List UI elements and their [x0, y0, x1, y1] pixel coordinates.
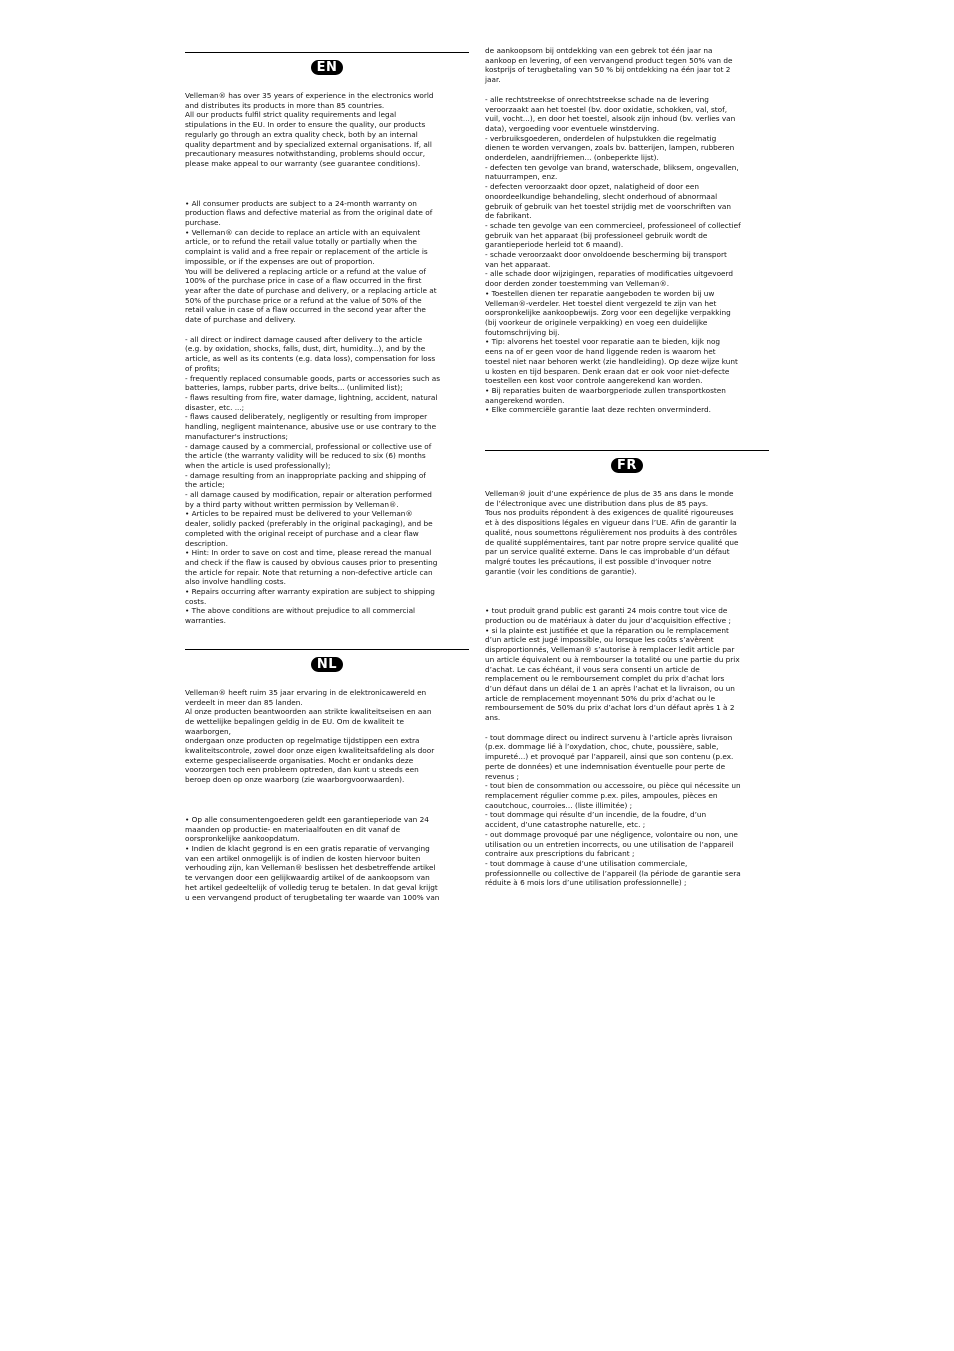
fr-warranty-terms: • tout produit grand public est garanti 24 mois contre tout vice de production ou de matériaux à dater du jour d’acquisition effective ; • si la plainte est justifiée et que la réparation ou le remplacement d’un article est jugé impossible, ou lorsque les coûts s’avèrent disproportionnés, Velleman® s’autorise à remplacer ledit article par un article équivalent ou à rembourser la totalité ou une partie du prix d’achat. Le cas échéant, il vous sera consenti un article de remplacement ou le remboursement complet du prix d’achat lors d’un défaut dans un délai de 1 an après l’achat et la livraison, ou un article de remplacement moyennant 50% du prix d’achat ou le remboursement de 50% du prix d’achat lors d’un défaut après 1 à 2 ans. — [485, 606, 740, 723]
language-badge-fr: FR — [611, 458, 643, 473]
language-badge-en: EN — [311, 60, 344, 75]
fr-warranty-exclusions: - tout dommage direct ou indirect survenu à l’article après livraison (p.ex. dommage lié à l’oxydation, choc, chute, poussière, sable, impureté…) et provoqué par l’appareil, ainsi que son contenu (p.ex. perte de données) et une indemnisation éventuelle pour perte de revenus ; - tout bien de consommation ou accessoire, ou pièce qui nécessite un remplacement régulier comme p.ex. piles, ampoules, pièces en caoutchouc, courroies… (liste illimitée) ; - tout dommage qui résulte d’un incendie, de la foudre, d’un accident, d’une catastrophe naturelle, etc. ; - out dommage provoqué par une négligence, volontaire ou non, une utilisation ou un entretien incorrects, ou une utilisation de l’appareil contraire aux prescriptions du fabricant ; - tout dommage à cause d’une utilisation commerciale, professionnelle ou collective de l’appareil (la période de garantie sera réduite à 6 mois lors d’une utilisation professionnelle) ; — [485, 732, 741, 888]
section-divider — [185, 52, 469, 53]
nl-warranty-terms-continued: de aankoopsom bij ontdekking van een gebrek tot één jaar na aankoop en levering, of een vervangend product tegen 50% van de kostprijs of terugbetaling van 50 % bij ontdekking na één jaar tot 2 jaar. — [485, 46, 733, 85]
en-warranty-exclusions: - all direct or indirect damage caused after delivery to the article (e.g. by oxidation, shocks, falls, dust, dirt, humidity...), and by the article, as well as its contents (e.g. data loss), compensation for loss of profits; - frequently replaced consumable goods, parts or accessories such as batteries, lamps, rubber parts, drive belts... (unlimited list); - flaws resulting from fire, water damage, lightning, accident, natural disaster, etc. ...; - flaws caused deliberately, negligently or resulting from improper handling, negligent maintenance, abusive use or use contrary to the manufacturer's instructions; - damage caused by a commercial, professional or collective use of the article (the warranty validity will be reduced to six (6) months when the article is used professionally); - damage resulting from an inappropriate packing and shipping of the article; - all damage caused by modification, repair or alteration performed by a third party without written permission by Velleman®. • Articles to be repaired must be delivered to your Velleman® dealer, solidly packed (preferably in the original packaging), and be completed with the original receipt of purchase and a clear flaw description. • Hint: In order to save on cost and time, please reread the manual and check if the flaw is caused by obvious causes prior to presenting the article for repair. Note that returning a non-defective article can also involve handling costs. • Repairs occurring after warranty expiration are subject to shipping costs. • The above conditions are without prejudice to all commercial warranties. — [185, 334, 441, 626]
en-warranty-terms: • All consumer products are subject to a 24-month warranty on production flaws and defective material as from the original date of purchase. • Velleman® can decide to replace an article with an equivalent article, or to refund the retail value totally or partially when the complaint is valid and a free repair or replacement of the article is impossible, or if the expenses are out of proportion. You will be delivered a replacing article or a refund at the value of 100% of the purchase price in case of a flaw occurred in the first year after the date of purchase and delivery, or a replacing article at 50% of the purchase price or a refund at the value of 50% of the retail value in case of a flaw occurred in the second year after the date of purchase and delivery. — [185, 198, 437, 325]
section-divider — [485, 450, 769, 451]
section-divider — [185, 649, 469, 650]
right-column — [485, 0, 769, 888]
nl-warranty-exclusions: - alle rechtstreekse of onrechtstreekse schade na de levering veroorzaakt aan het toestel (bv. door oxidatie, schokken, val, stof, vuil, vocht...), en door het toestel, alsook zijn inhoud (bv. verlies van data), vergoeding voor eventuele winstderving. - verbruiksgoederen, onderdelen of hulpstukken die regelmatig dienen te worden vervangen, zoals bv. batterijen, lampen, rubberen onderdelen, aandrijfriemen... (onbeperkte lijst). - defecten ten gevolge van brand, waterschade, bliksem, ongevallen, natuurrampen, enz. - defecten veroorzaakt door opzet, nalatigheid of door een onoordeelkundige behandeling, slecht onderhoud of abnormaal gebruik of gebruik van het toestel strijdig met de voorschriften van de fabrikant. - schade ten gevolge van een commercieel, professioneel of collectief gebruik van het apparaat (bij professioneel gebruik wordt de garantieperiode herleid tot 6 maand). - schade veroorzaakt door onvoldoende bescherming bij transport van het apparaat. - alle schade door wijzigingen, reparaties of modificaties uitgevoerd door derden zonder toestemming van Velleman®. • Toestellen dienen ter reparatie aangeboden te worden bij uw Velleman®-verdeler. Het toestel dient vergezeld te zijn van het oorspronkelijke aankoopbewijs. Zorg voor een degelijke verpakking (bij voorkeur de originele verpakking) en voeg een duidelijke foutomschrijving bij. • Tip: alvorens het toestel voor reparatie aan te bieden, kijk nog eens na of er geen voor de hand liggende reden is waarom het toestel niet naar behoren werkt (zie handleiding). Op deze wijze kunt u kosten en tijd besparen. Denk eraan dat er ook voor niet-defecte toestellen een kost voor controle aangerekend kan worden. • Bij reparaties buiten de waarborgperiode zullen transportkosten aangerekend worden. • Elke commerciële garantie laat deze rechten onverminderd. — [485, 94, 741, 415]
nl-warranty-terms: • Op alle consumentengoederen geldt een garantieperiode van 24 maanden op productie- en materiaalfouten en dit vanaf de oorspronkelijke aankoopdatum. • Indien de klacht gegrond is en een gratis reparatie of vervanging van een artikel onmogelijk is of indien de kosten hiervoor buiten verhouding zijn, kan Velleman® beslissen het desbetreffende artikel te vervangen door een gelijkwaardig artikel of de aankoopsom van het artikel gedeeltelijk of volledig terug te betalen. In dat geval krijgt u een vervangend product of terugbetaling ter waarde van 100% van — [185, 814, 440, 902]
nl-intro: Velleman® heeft ruim 35 jaar ervaring in de elektronicawereld en verdeelt in meer dan 85 landen. Al onze producten beantwoorden aan strikte kwaliteitseisen en aan de wettelijke bepalingen geldig in de EU. Om de kwaliteit te waarborgen, ondergaan onze producten op regelmatige tijdstippen een extra kwaliteitscontrole, zowel door onze eigen kwaliteitsafdeling als door externe gespecialiseerde organisaties. Mocht er ondanks deze voorzorgen toch een probleem optreden, dan kunt u steeds een beroep doen op onze waarborg (zie waarborgvoorwaarden). — [185, 687, 435, 785]
language-badge-nl: NL — [311, 657, 343, 672]
section-nl — [185, 649, 469, 902]
en-intro: Velleman® has over 35 years of experience in the electronics world and distributes its products in more than 85 countries. All our products fulfil strict quality requirements and legal stipulations in the EU. In order to ensure the quality, our products regularly go through an extra quality check, both by an internal quality department and by specialized external organisations. If, all precautionary measures notwithstanding, problems should occur, please make appeal to our warranty (see guarantee conditions). — [185, 91, 434, 168]
left-column — [185, 0, 469, 902]
section-fr — [485, 450, 769, 888]
section-en — [185, 52, 469, 626]
section-nl-continued — [485, 46, 769, 415]
fr-intro: Velleman® jouit d’une expérience de plus de 35 ans dans le monde de l’électronique avec une distribution dans plus de 85 pays. Tous nos produits répondent à des exigences de qualité rigoureuses et à des dispositions légales en vigueur dans l’UE. Afin de garantir la qualité, nous soumettons régulièrement nos produits à des contrôles de qualité supplémentaires, tant par notre propre service qualité que par un service qualité externe. Dans le cas improbable d’un défaut malgré toutes les précautions, il est possible d’invoquer notre garantie (voir les conditions de garantie). — [485, 489, 739, 576]
